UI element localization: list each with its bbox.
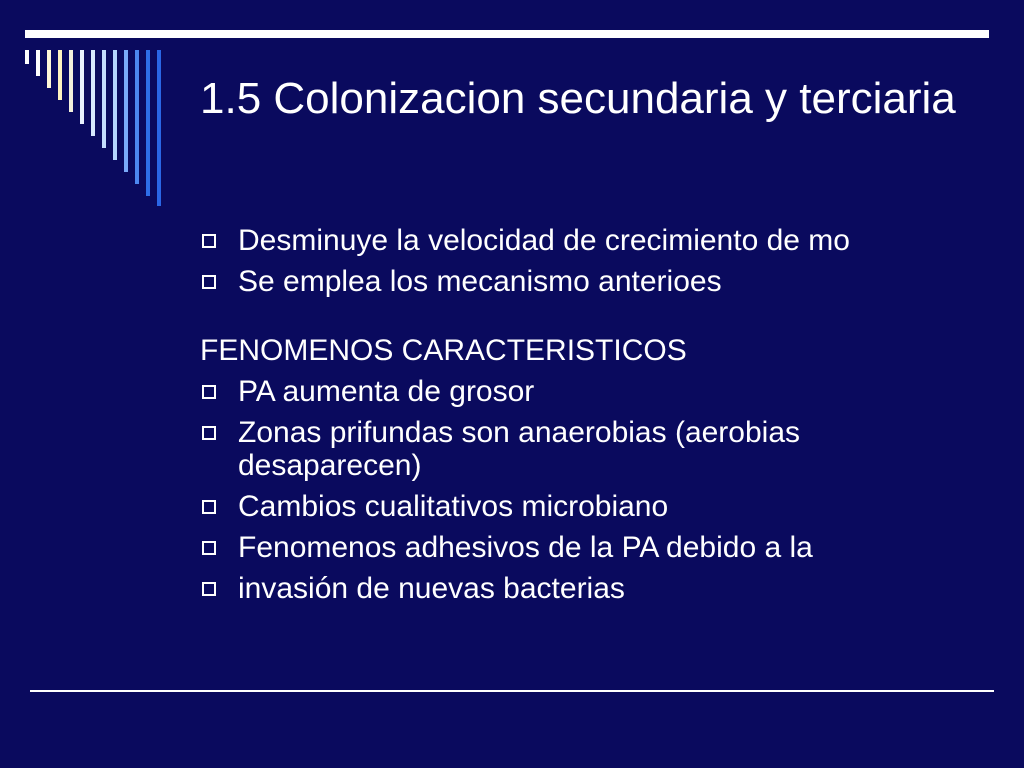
hollow-square-icon	[202, 500, 216, 514]
bullet-item	[200, 572, 990, 605]
bullet-text: Fenomenos adhesivos de la PA debido a la	[238, 531, 813, 564]
stripe	[135, 50, 139, 184]
stripe	[69, 50, 73, 112]
bullet-item	[200, 416, 990, 482]
top-rule	[25, 30, 989, 38]
bullet-item	[200, 531, 990, 564]
section-heading: FENOMENOS CARACTERISTICOS	[200, 334, 687, 367]
stripe	[80, 50, 84, 124]
hollow-square-icon	[202, 275, 216, 289]
bullet-item	[200, 265, 990, 298]
stripe	[47, 50, 51, 88]
stripe	[102, 50, 106, 148]
hollow-square-icon	[202, 582, 216, 596]
bottom-rule	[30, 690, 994, 692]
stripe	[146, 50, 150, 196]
hollow-square-icon	[202, 234, 216, 248]
bullet-item	[200, 224, 990, 257]
bullet-item	[200, 375, 990, 408]
stripe	[157, 50, 161, 206]
stripe	[91, 50, 95, 136]
bullet-text: Desminuye la velocidad de crecimiento de mo	[238, 224, 850, 257]
hollow-square-icon	[202, 385, 216, 399]
hollow-square-icon	[202, 426, 216, 440]
stripe	[25, 50, 29, 64]
bullet-text: Cambios cualitativos microbiano	[238, 490, 669, 523]
stripe	[124, 50, 128, 172]
bullet-text: Zonas prifundas son anaerobias (aerobias desaparecen)	[238, 416, 801, 482]
bullet-item	[200, 490, 990, 523]
decorative-stripes	[25, 50, 170, 210]
bullet-text: PA aumenta de grosor	[238, 375, 535, 408]
slide-content	[200, 224, 990, 613]
stripe	[58, 50, 62, 100]
stripe	[36, 50, 40, 76]
hollow-square-icon	[202, 541, 216, 555]
bullet-text: Se emplea los mecanismo anterioes	[238, 265, 722, 298]
bullet-text: invasión de nuevas bacterias	[238, 572, 625, 605]
stripe	[113, 50, 117, 160]
slide-title: 1.5 Colonizacion secundaria y terciaria	[200, 74, 956, 123]
